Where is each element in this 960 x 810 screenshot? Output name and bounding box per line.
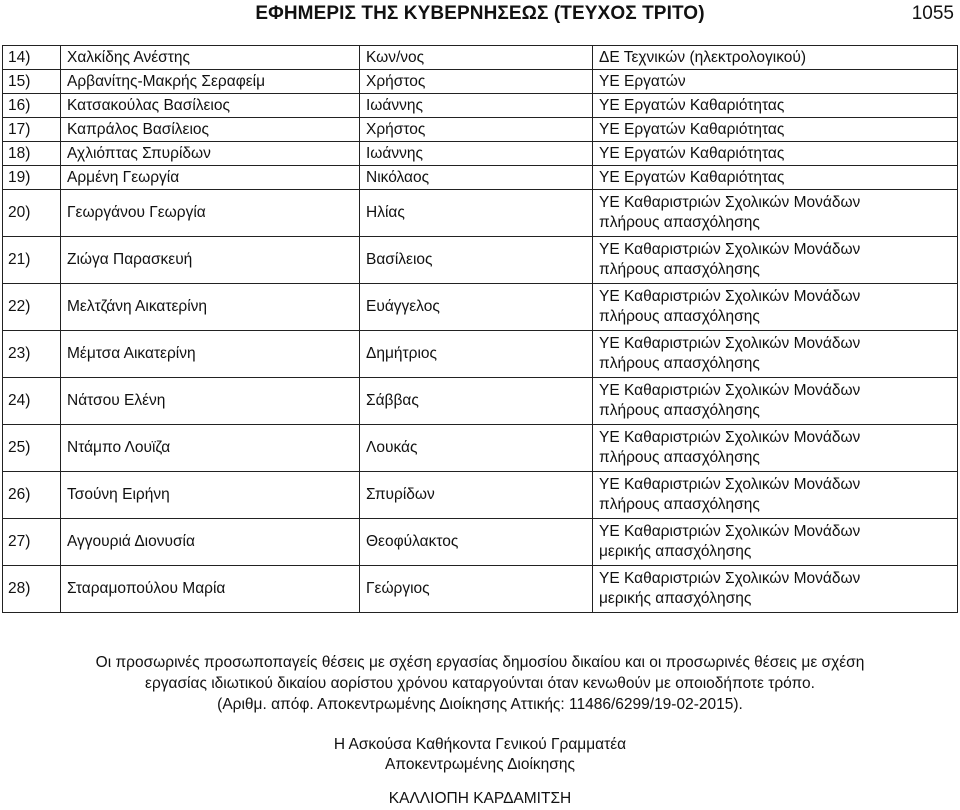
- employee-name: Μέμτσα Αικατερίνη: [61, 331, 360, 378]
- specialty-line: ΥΕ Καθαριστριών Σχολικών Μονάδων: [599, 194, 861, 211]
- row-number: 20): [3, 190, 61, 237]
- row-number: 19): [3, 166, 61, 190]
- father-name: Ιωάννης: [360, 142, 593, 166]
- specialty: [593, 472, 958, 519]
- specialty-line: πλήρους απασχόλησης: [599, 449, 760, 466]
- table-row: [3, 237, 958, 284]
- closing-paragraph: [0, 652, 960, 715]
- specialty: [593, 566, 958, 613]
- row-number: 17): [3, 118, 61, 142]
- father-name: Ιωάννης: [360, 94, 593, 118]
- table-row: [3, 118, 958, 142]
- specialty-line: πλήρους απασχόλησης: [599, 402, 760, 419]
- father-name: Νικόλαος: [360, 166, 593, 190]
- specialty-line: πλήρους απασχόλησης: [599, 261, 760, 278]
- specialty-line: ΥΕ Καθαριστριών Σχολικών Μονάδων: [599, 241, 861, 258]
- specialty-line: ΥΕ Καθαριστριών Σχολικών Μονάδων: [599, 335, 861, 352]
- employee-name: Ζιώγα Παρασκευή: [61, 237, 360, 284]
- specialty-line: πλήρους απασχόλησης: [599, 214, 760, 231]
- table-row: [3, 166, 958, 190]
- row-number: 22): [3, 284, 61, 331]
- specialty: [593, 284, 958, 331]
- table-row: [3, 46, 958, 70]
- employee-name: Κατσακούλας Βασίλειος: [61, 94, 360, 118]
- specialty: [593, 70, 958, 94]
- specialty: [593, 142, 958, 166]
- father-name: Θεοφύλακτος: [360, 519, 593, 566]
- employee-name: Αγγουριά Διονυσία: [61, 519, 360, 566]
- row-number: 14): [3, 46, 61, 70]
- father-name: Ηλίας: [360, 190, 593, 237]
- decision-reference: (Αριθμ. απόφ. Αποκεντρωμένης Διοίκησης Αττικής: 11486/6299/19-02-2015).: [217, 696, 743, 713]
- row-number: 16): [3, 94, 61, 118]
- father-name: Σάββας: [360, 378, 593, 425]
- specialty-line: ΥΕ Καθαριστριών Σχολικών Μονάδων: [599, 429, 861, 446]
- specialty-line: ΥΕ Καθαριστριών Σχολικών Μονάδων: [599, 476, 861, 493]
- signature-block: [0, 735, 960, 775]
- specialty: [593, 378, 958, 425]
- row-number: 24): [3, 378, 61, 425]
- father-name: Γεώργιος: [360, 566, 593, 613]
- table-row: [3, 331, 958, 378]
- row-number: 27): [3, 519, 61, 566]
- specialty-line: ΔΕ Τεχνικών (ηλεκτρολογικού): [599, 48, 807, 66]
- table-row: [3, 190, 958, 237]
- father-name: Βασίλειος: [360, 237, 593, 284]
- specialty: [593, 166, 958, 190]
- employee-name: Αχλιόπτας Σπυρίδων: [61, 142, 360, 166]
- signer-name: ΚΑΛΛΙΟΠΗ ΚΑΡΔΑΜΙΤΣΗ: [388, 790, 572, 807]
- table-row: [3, 425, 958, 472]
- row-number: 28): [3, 566, 61, 613]
- employee-name: Γεωργάνου Γεωργία: [61, 190, 360, 237]
- specialty-line: ΥΕ Εργατών Καθαριότητας: [599, 168, 785, 186]
- row-number: 15): [3, 70, 61, 94]
- table-row: [3, 70, 958, 94]
- specialty-line: ΥΕ Καθαριστριών Σχολικών Μονάδων: [599, 570, 861, 587]
- specialty: [593, 425, 958, 472]
- specialty: [593, 331, 958, 378]
- paragraph-line: Οι προσωρινές προσωποπαγείς θέσεις με σχέση εργασίας δημοσίου δικαίου και οι προσωρινές θέσεις με σχέση: [95, 654, 865, 671]
- specialty-line: ΥΕ Εργατών Καθαριότητας: [599, 96, 785, 114]
- row-number: 21): [3, 237, 61, 284]
- father-name: Λουκάς: [360, 425, 593, 472]
- specialty: [593, 46, 958, 70]
- employee-name: Αρβανίτης-Μακρής Σεραφείμ: [61, 70, 360, 94]
- row-number: 26): [3, 472, 61, 519]
- signatory-title: Η Ασκούσα Καθήκοντα Γενικού Γραμματέα: [333, 736, 627, 753]
- row-number: 23): [3, 331, 61, 378]
- father-name: Δημήτριος: [360, 331, 593, 378]
- specialty: [593, 190, 958, 237]
- specialty-line: ΥΕ Εργατών Καθαριότητας: [599, 120, 785, 138]
- employee-name: Αρμένη Γεωργία: [61, 166, 360, 190]
- gazette-title: ΕΦΗΜΕΡΙΣ ΤΗΣ ΚΥΒΕΡΝΗΣΕΩΣ (ΤΕΥΧΟΣ ΤΡΙΤΟ): [255, 3, 705, 24]
- table-row: [3, 94, 958, 118]
- table-row: [3, 284, 958, 331]
- page-header: [0, 0, 960, 32]
- specialty: [593, 519, 958, 566]
- table-row: [3, 142, 958, 166]
- father-name: Χρήστος: [360, 118, 593, 142]
- specialty-line: πλήρους απασχόλησης: [599, 355, 760, 372]
- page-number: 1055: [911, 3, 954, 24]
- employee-name: Ντάμπο Λουϊζα: [61, 425, 360, 472]
- positions-table: [2, 45, 958, 613]
- specialty: [593, 237, 958, 284]
- employee-name: Νάτσου Ελένη: [61, 378, 360, 425]
- father-name: Σπυρίδων: [360, 472, 593, 519]
- row-number: 25): [3, 425, 61, 472]
- father-name: Κων/νος: [360, 46, 593, 70]
- row-number: 18): [3, 142, 61, 166]
- specialty-line: πλήρους απασχόλησης: [599, 496, 760, 513]
- table-row: [3, 519, 958, 566]
- specialty-line: ΥΕ Καθαριστριών Σχολικών Μονάδων: [599, 288, 861, 305]
- table-row: [3, 566, 958, 613]
- signatory-authority: Αποκεντρωμένης Διοίκησης: [385, 756, 575, 773]
- specialty-line: πλήρους απασχόλησης: [599, 308, 760, 325]
- father-name: Χρήστος: [360, 70, 593, 94]
- employee-name: Τσούνη Ειρήνη: [61, 472, 360, 519]
- specialty-line: ΥΕ Καθαριστριών Σχολικών Μονάδων: [599, 523, 861, 540]
- specialty: [593, 118, 958, 142]
- table-row: [3, 378, 958, 425]
- employee-name: Καπράλος Βασίλειος: [61, 118, 360, 142]
- specialty-line: ΥΕ Εργατών: [599, 72, 686, 90]
- specialty-line: μερικής απασχόλησης: [599, 590, 752, 607]
- specialty: [593, 94, 958, 118]
- paragraph-line: εργασίας ιδιωτικού δικαίου αορίστου χρόνου καταργούνται όταν κενωθούν με οποιοδήποτε τρόπο.: [145, 675, 815, 692]
- specialty-line: ΥΕ Εργατών Καθαριότητας: [599, 144, 785, 162]
- specialty-line: μερικής απασχόλησης: [599, 543, 752, 560]
- specialty-line: ΥΕ Καθαριστριών Σχολικών Μονάδων: [599, 382, 861, 399]
- father-name: Ευάγγελος: [360, 284, 593, 331]
- employee-name: Χαλκίδης Ανέστης: [61, 46, 360, 70]
- employee-name: Σταραμοπούλου Μαρία: [61, 566, 360, 613]
- employee-name: Μελτζάνη Αικατερίνη: [61, 284, 360, 331]
- table-row: [3, 472, 958, 519]
